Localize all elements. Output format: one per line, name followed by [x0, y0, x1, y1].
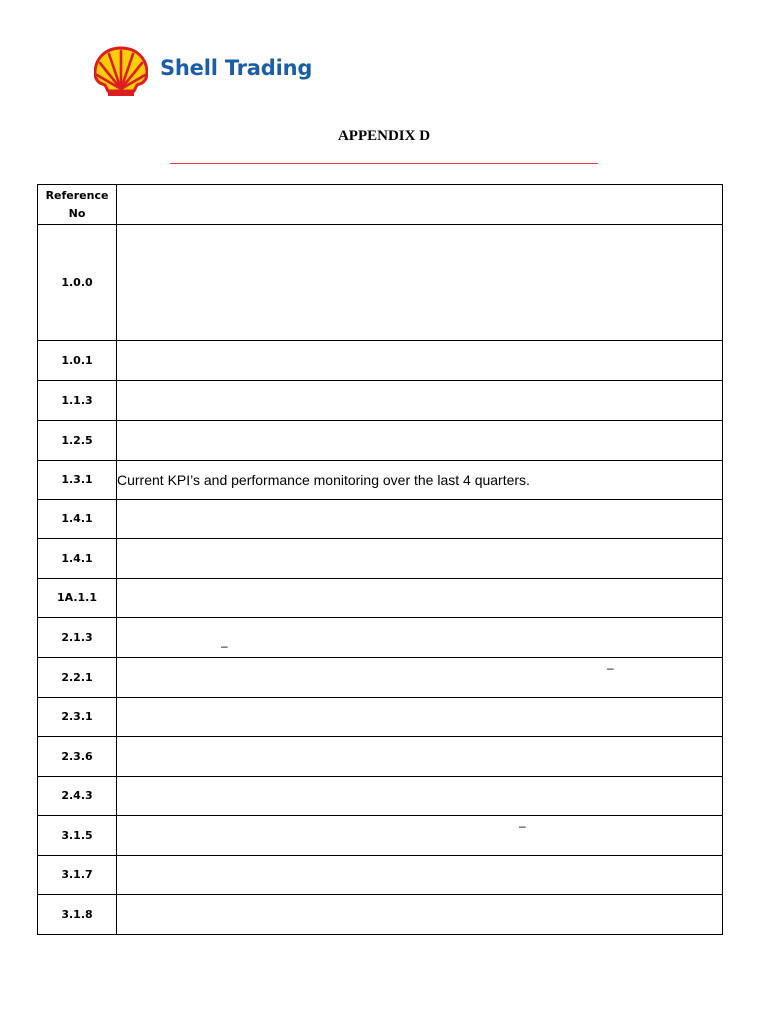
description-cell: Current KPI’s and performance monitoring over the last 4 quarters.: [117, 461, 723, 500]
table-row: [38, 618, 723, 658]
reference-no-header: Reference No: [38, 185, 117, 225]
shell-pecten-icon: [94, 46, 148, 98]
reference-cell: 1.4.1: [38, 539, 117, 579]
reference-cell: 1.2.5: [38, 421, 117, 461]
table-row: [38, 341, 723, 381]
table-row: [38, 225, 723, 341]
description-cell: [117, 856, 723, 895]
description-cell: [117, 777, 723, 816]
page-title: APPENDIX D: [337, 128, 431, 144]
description-cell: [117, 225, 723, 341]
dash-mark: –: [607, 661, 614, 675]
description-cell: [117, 421, 723, 461]
description-cell: [117, 698, 723, 737]
description-cell: [117, 579, 723, 618]
table-row: [38, 698, 723, 737]
reference-cell: 1A.1.1: [38, 579, 117, 618]
dash-mark: –: [221, 639, 228, 653]
description-cell: [117, 816, 723, 856]
shell-trading-logo: [94, 46, 313, 98]
reference-cell: 3.1.5: [38, 816, 117, 856]
description-cell: [117, 737, 723, 777]
reference-cell: 2.4.3: [38, 777, 117, 816]
table-row: [38, 381, 723, 421]
description-cell: [117, 539, 723, 579]
table-row: [38, 737, 723, 777]
description-header: [117, 185, 723, 225]
table-row: [38, 816, 723, 856]
description-cell: [117, 341, 723, 381]
table-header-row: [38, 185, 723, 225]
reference-cell: 2.1.3: [38, 618, 117, 658]
reference-cell: 2.3.6: [38, 737, 117, 777]
table-row: [38, 539, 723, 579]
reference-cell: 2.3.1: [38, 698, 117, 737]
reference-cell: 2.2.1: [38, 658, 117, 698]
brand-name: Shell Trading: [160, 56, 313, 80]
reference-cell: 1.0.1: [38, 341, 117, 381]
title-underline-rule: [170, 163, 598, 164]
dash-mark: –: [519, 819, 526, 833]
reference-table: [37, 184, 723, 935]
reference-cell: 1.4.1: [38, 500, 117, 539]
table-row: [38, 421, 723, 461]
description-cell: [117, 895, 723, 935]
description-cell: [117, 381, 723, 421]
table-row: [38, 658, 723, 698]
reference-cell: 1.1.3: [38, 381, 117, 421]
description-cell: [117, 658, 723, 698]
table-row: [38, 500, 723, 539]
reference-cell: 3.1.8: [38, 895, 117, 935]
table-row: [38, 856, 723, 895]
table-row: [38, 461, 723, 500]
reference-cell: 1.0.0: [38, 225, 117, 341]
reference-cell: 1.3.1: [38, 461, 117, 500]
table-row: [38, 895, 723, 935]
reference-cell: 3.1.7: [38, 856, 117, 895]
description-cell: [117, 500, 723, 539]
table-row: [38, 777, 723, 816]
table-row: [38, 579, 723, 618]
description-cell: [117, 618, 723, 658]
